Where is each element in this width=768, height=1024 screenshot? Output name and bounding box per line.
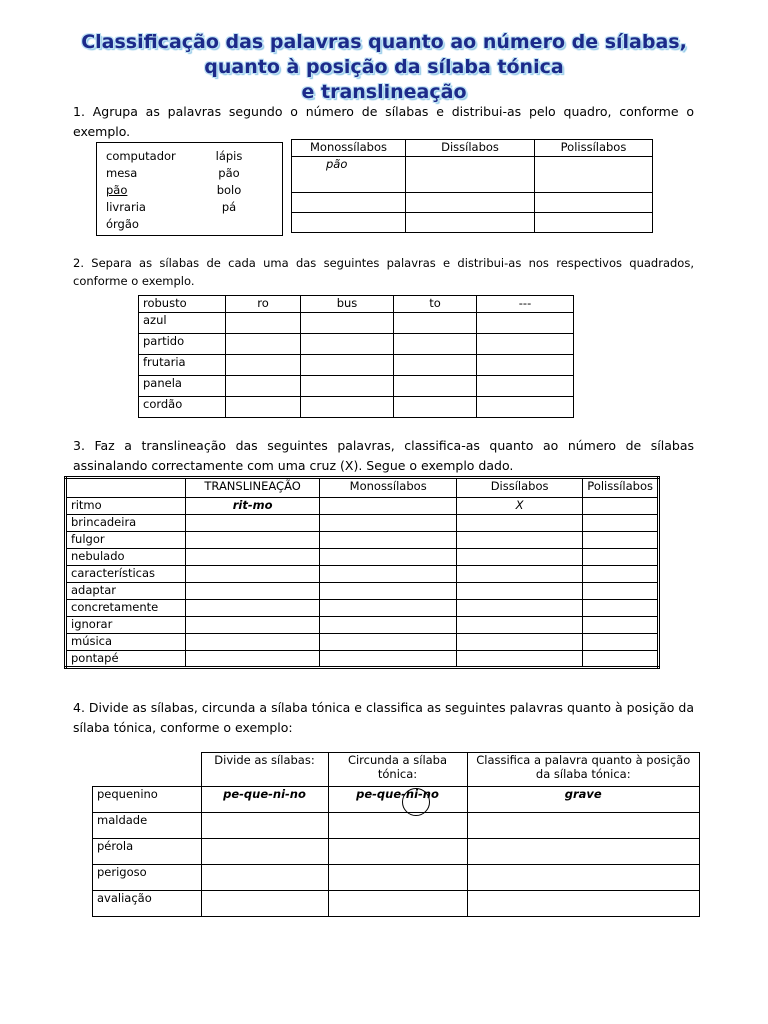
translineation-table: [64, 476, 660, 669]
answer-cell[interactable]: [583, 515, 659, 532]
word-cell: características: [66, 566, 186, 583]
answer-cell[interactable]: [226, 355, 301, 376]
answer-cell[interactable]: [226, 376, 301, 397]
answer-cell[interactable]: [185, 651, 320, 668]
answer-cell[interactable]: [328, 839, 467, 865]
answer-cell[interactable]: [320, 600, 456, 617]
answer-cell[interactable]: [456, 651, 582, 668]
example-syllable: ro: [226, 296, 301, 313]
answer-cell[interactable]: [406, 213, 535, 233]
answer-cell[interactable]: [406, 157, 535, 193]
title-line-3: e translineação: [301, 81, 467, 103]
word-cell: avaliação: [93, 891, 202, 917]
tonic-syllable-circle: [402, 788, 430, 816]
word-list-col1: [106, 148, 176, 233]
word-cell: nebulado: [66, 549, 186, 566]
answer-cell[interactable]: [583, 617, 659, 634]
answer-cell[interactable]: [456, 549, 582, 566]
answer-cell[interactable]: [320, 634, 456, 651]
word-cell: fulgor: [66, 532, 186, 549]
answer-cell[interactable]: [201, 839, 328, 865]
word-cell: concretamente: [66, 600, 186, 617]
answer-cell[interactable]: [185, 583, 320, 600]
answer-cell[interactable]: [320, 549, 456, 566]
answer-cell[interactable]: [467, 813, 700, 839]
answer-cell[interactable]: [583, 498, 659, 515]
title-line-1: Classificação das palavras quanto ao número de sílabas,: [81, 31, 687, 53]
answer-cell[interactable]: [226, 397, 301, 418]
word-cell: pérola: [93, 839, 202, 865]
answer-cell[interactable]: [406, 193, 535, 213]
example-mark: X: [456, 498, 582, 515]
word-item: bolo: [216, 183, 242, 197]
answer-cell[interactable]: [477, 376, 574, 397]
answer-cell[interactable]: [583, 549, 659, 566]
example-cell: pão: [292, 157, 406, 193]
header-disyllables: Dissílabos: [456, 478, 582, 498]
word-item: pá: [221, 200, 237, 214]
answer-cell[interactable]: [185, 634, 320, 651]
word-cell: maldade: [93, 813, 202, 839]
word-cell: ignorar: [66, 617, 186, 634]
header-circle: Circunda a sílaba tónica:: [328, 753, 467, 787]
example-translineation: rit-mo: [185, 498, 320, 515]
answer-cell[interactable]: [535, 213, 653, 233]
answer-cell[interactable]: [467, 839, 700, 865]
answer-cell[interactable]: [394, 334, 477, 355]
tonic-syllable-table: [92, 752, 700, 917]
answer-cell[interactable]: [477, 355, 574, 376]
answer-cell[interactable]: [394, 313, 477, 334]
example-circled: pe-que-ni-no: [328, 787, 467, 813]
answer-cell[interactable]: [583, 532, 659, 549]
syllable-count-table: [291, 139, 653, 233]
answer-cell[interactable]: [583, 566, 659, 583]
answer-cell[interactable]: [583, 583, 659, 600]
answer-cell[interactable]: [301, 355, 394, 376]
word-cell: brincadeira: [66, 515, 186, 532]
header-word: [66, 478, 186, 498]
example-syllable: to: [394, 296, 477, 313]
word-cell: perigoso: [93, 865, 202, 891]
word-list-box: [96, 142, 283, 236]
word-cell: azul: [139, 313, 226, 334]
header-translineation: TRANSLINEAÇÃO: [185, 478, 320, 498]
example-division: pe-que-ni-no: [201, 787, 328, 813]
answer-cell[interactable]: [185, 566, 320, 583]
example-word: robusto: [139, 296, 226, 313]
word-cell: adaptar: [66, 583, 186, 600]
example-syllable: ---: [477, 296, 574, 313]
answer-cell[interactable]: [456, 583, 582, 600]
answer-cell[interactable]: [320, 515, 456, 532]
word-cell: panela: [139, 376, 226, 397]
word-cell: música: [66, 634, 186, 651]
answer-cell[interactable]: [456, 515, 582, 532]
answer-cell[interactable]: [226, 313, 301, 334]
word-cell: cordão: [139, 397, 226, 418]
answer-cell[interactable]: [301, 376, 394, 397]
answer-cell[interactable]: [456, 566, 582, 583]
answer-cell[interactable]: [328, 865, 467, 891]
answer-cell[interactable]: [456, 617, 582, 634]
answer-cell[interactable]: [185, 617, 320, 634]
answer-cell[interactable]: [292, 193, 406, 213]
answer-cell[interactable]: [467, 891, 700, 917]
answer-cell[interactable]: [201, 891, 328, 917]
answer-cell[interactable]: [185, 515, 320, 532]
answer-cell[interactable]: [320, 651, 456, 668]
word-item: livraria: [106, 200, 146, 214]
answer-cell[interactable]: [394, 397, 477, 418]
section3-instruction: 3. Faz a translineação das seguintes palavras, classifica-as quanto ao número de sílabas assinalando correctamente com uma cruz (X). Segue o exemplo dado.: [73, 438, 694, 473]
answer-cell[interactable]: [477, 397, 574, 418]
answer-cell[interactable]: [301, 334, 394, 355]
answer-cell[interactable]: [185, 532, 320, 549]
header-classify: Classifica a palavra quanto à posição da sílaba tónica:: [467, 753, 700, 787]
answer-cell[interactable]: [328, 813, 467, 839]
answer-cell[interactable]: [477, 313, 574, 334]
answer-cell[interactable]: [456, 634, 582, 651]
answer-cell[interactable]: [328, 891, 467, 917]
header-monosyllables: Monossílabos: [320, 478, 456, 498]
word-item: computador: [106, 149, 176, 163]
section2-instruction: 2. Separa as sílabas de cada uma das seguintes palavras e distribui-as nos respectivos quadrados, conforme o exemplo.: [73, 256, 694, 288]
answer-cell[interactable]: [467, 865, 700, 891]
answer-cell[interactable]: [320, 498, 456, 515]
answer-cell[interactable]: [394, 376, 477, 397]
answer-cell[interactable]: [226, 334, 301, 355]
header-disyllables: Dissílabos: [406, 140, 535, 157]
header-divide: Divide as sílabas:: [201, 753, 328, 787]
word-item: órgão: [106, 217, 139, 231]
answer-cell[interactable]: [201, 865, 328, 891]
answer-cell[interactable]: [201, 813, 328, 839]
answer-cell[interactable]: [456, 600, 582, 617]
header-monosyllables: Monossílabos: [292, 140, 406, 157]
header-polysyllables: Polissílabos: [583, 478, 659, 498]
answer-cell[interactable]: [301, 397, 394, 418]
word-item: lápis: [215, 149, 243, 163]
header-polysyllables: Polissílabos: [535, 140, 653, 157]
header-blank: [93, 753, 202, 787]
answer-cell[interactable]: [185, 549, 320, 566]
word-item: mesa: [106, 166, 138, 180]
answer-cell[interactable]: [477, 334, 574, 355]
example-syllable: bus: [301, 296, 394, 313]
example-word: pequenino: [93, 787, 202, 813]
answer-cell[interactable]: [320, 532, 456, 549]
answer-cell[interactable]: [320, 566, 456, 583]
word-cell: pontapé: [66, 651, 186, 668]
title-line-2: quanto à posição da sílaba tónica: [204, 56, 564, 78]
word-cell: partido: [139, 334, 226, 355]
word-item: pão: [218, 166, 240, 180]
answer-cell[interactable]: [292, 213, 406, 233]
answer-cell[interactable]: [583, 634, 659, 651]
word-item: pão: [106, 183, 128, 197]
answer-cell[interactable]: [394, 355, 477, 376]
answer-cell[interactable]: [535, 193, 653, 213]
syllable-separation-table: [138, 295, 574, 418]
answer-cell[interactable]: [185, 600, 320, 617]
answer-cell[interactable]: [320, 617, 456, 634]
answer-cell[interactable]: [456, 532, 582, 549]
word-list-col2: [211, 148, 247, 216]
example-word: ritmo: [66, 498, 186, 515]
section1-instruction: 1. Agrupa as palavras segundo o número de sílabas e distribui-as pelo quadro, conforme o exemplo.: [73, 104, 694, 139]
answer-cell[interactable]: [583, 651, 659, 668]
answer-cell[interactable]: [301, 313, 394, 334]
answer-cell[interactable]: [535, 157, 653, 193]
section4-instruction: 4. Divide as sílabas, circunda a sílaba tónica e classifica as seguintes palavras quanto à posição da sílaba tónica, conforme o exemplo:: [73, 700, 694, 735]
word-cell: frutaria: [139, 355, 226, 376]
answer-cell[interactable]: [583, 600, 659, 617]
answer-cell[interactable]: [320, 583, 456, 600]
example-class: grave: [467, 787, 700, 813]
